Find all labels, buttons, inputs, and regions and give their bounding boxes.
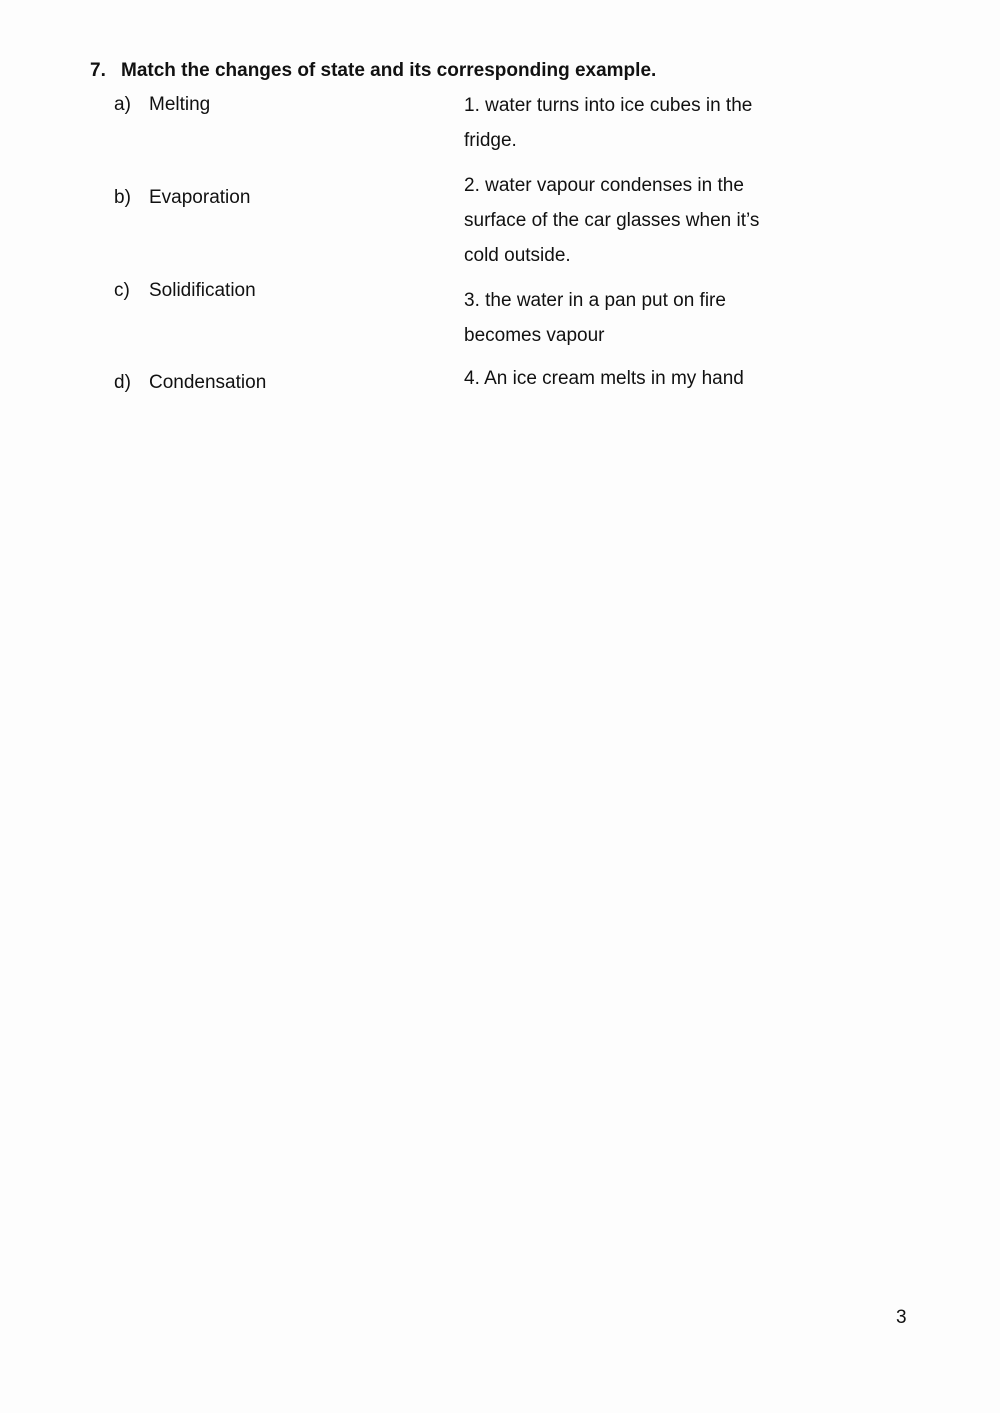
item-label: Condensation	[149, 372, 267, 393]
item-letter: b)	[114, 187, 131, 208]
item-label: Melting	[149, 94, 211, 115]
state-change-item-a	[114, 94, 210, 116]
question-text: Match the changes of state and its corresponding example.	[121, 60, 657, 81]
state-change-item-b	[114, 187, 250, 209]
question-number: 7.	[90, 60, 106, 81]
example-item-3: 3. the water in a pan put on fire becomes vapour	[464, 290, 726, 346]
item-letter: a)	[114, 94, 131, 115]
page-number: 3	[896, 1307, 907, 1328]
example-item-1: 1. water turns into ice cubes in the fridge.	[464, 95, 753, 151]
item-label: Solidification	[149, 280, 256, 301]
item-letter: d)	[114, 372, 131, 393]
example-item-2: 2. water vapour condenses in the surface of the car glasses when it’s cold outside.	[464, 175, 760, 266]
example-item-4: 4. An ice cream melts in my hand	[464, 368, 744, 389]
state-change-item-c	[114, 280, 256, 302]
question-title	[90, 60, 656, 82]
item-letter: c)	[114, 280, 130, 301]
state-change-item-d	[114, 372, 266, 394]
item-label: Evaporation	[149, 187, 251, 208]
